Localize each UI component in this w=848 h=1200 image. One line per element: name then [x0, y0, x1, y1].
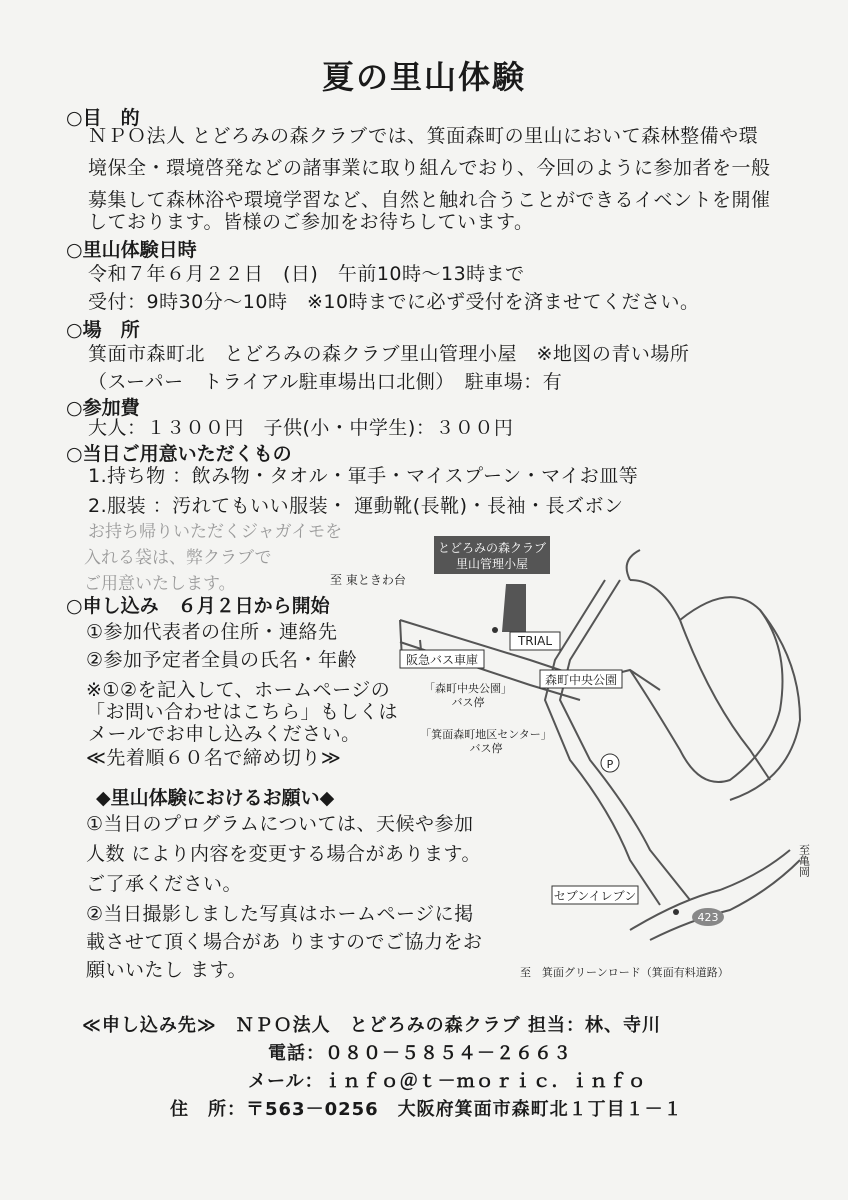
road	[630, 580, 770, 780]
purpose-line: しております。皆様のご参加をお待ちしています。	[88, 211, 534, 233]
road	[627, 550, 640, 580]
center-stop-label2: バス停	[469, 742, 503, 755]
apply-line: ②参加予定者全員の氏名・年齢	[86, 649, 358, 671]
fee-heading: ○参加費	[66, 397, 140, 419]
fee-line: 大人：１３００円 子供(小・中学生)：３００円	[88, 417, 514, 439]
schedule-heading: ○里山体験日時	[66, 239, 197, 261]
purpose-heading: ○目 的	[66, 107, 140, 129]
route-label: 423	[697, 911, 719, 924]
apply-line: メールでお申し込みください。	[88, 723, 361, 745]
purpose-line: 境保全・環境啓発などの諸事業に取り組んでおり、今回のように参加者を一般	[88, 157, 771, 179]
purpose-line: 募集して森林浴や環境学習など、自然と触れ合うことができるイベントを開催	[88, 189, 771, 211]
items-note: お持ち帰りいただくジャガイモを	[88, 522, 343, 542]
requests-line: ②当日撮影しました写真はホームページに掲	[86, 903, 474, 925]
club-label-line2: 里山管理小屋	[455, 557, 529, 571]
road	[650, 860, 800, 940]
purpose-line: ＮＰＯ法人 とどろみの森クラブでは、箕面森町の里山において森林整備や環	[88, 125, 759, 147]
green-road-label: 至 箕面グリーンロード（箕面有料道路）	[520, 966, 729, 979]
requests-line: 願いいたし ます。	[86, 959, 248, 981]
footer-email[interactable]: メール：ｉｎｆｏ＠ｔ－ｍｏｒｉｃ．ｉｎｆｏ	[248, 1071, 647, 1092]
place-line: 箕面市森町北 とどろみの森クラブ里山管理小屋 ※地図の青い場所	[88, 343, 690, 365]
place-heading: ○場 所	[66, 319, 140, 341]
footer-phone: 電話：０８０－５８５４－２６６３	[268, 1043, 572, 1064]
hankyu-label: 阪急バス車庫	[405, 653, 479, 667]
items-line: 1.持ち物 ：飲み物・タオル・軍手・マイスプーン・マイお皿等	[88, 465, 639, 487]
access-map	[330, 520, 820, 990]
to-higashi-label: 至 東ときわ台	[330, 573, 406, 587]
seven-point	[673, 909, 679, 915]
seven-label: セブンイレブン	[553, 889, 637, 903]
center-stop-label1: 「箕面森町地区センター」	[420, 728, 552, 741]
items-line: 2.服装 ：汚れてもいい服装・ 運動靴(長靴)・長袖・長ズボン	[88, 495, 624, 517]
requests-line: 人数 により内容を変更する場合があります。	[86, 843, 482, 865]
schedule-line: 令和７年６月２２日 (日) 午前10時～13時まで	[88, 263, 525, 285]
to-kameoka-label: 至亀岡	[797, 844, 811, 877]
page-title: 夏の里山体験	[321, 58, 526, 96]
club-hut-marker	[502, 584, 526, 632]
items-heading: ○当日ご用意いただくもの	[66, 443, 292, 465]
schedule-line: 受付：9時30分～10時 ※10時までに必ず受付を済ませてください。	[88, 291, 700, 313]
footer-address: 住 所：〒563－0256 大阪府箕面市森町北１丁目１－１	[170, 1099, 683, 1120]
requests-line: ご了承ください。	[86, 873, 243, 895]
requests-line: 載させて頂く場合があ りますのでご協力をお	[86, 931, 483, 953]
footer-contact: ≪申し込み先≫ ＮＰＯ法人 とどろみの森クラブ 担当：林、寺川	[82, 1015, 661, 1036]
park-label: 森町中央公園	[544, 673, 618, 687]
road	[560, 580, 690, 900]
requests-line: ①当日のプログラムについては、天候や参加	[86, 813, 474, 835]
park-stop-label1: 「森町中央公園」	[424, 682, 512, 695]
trial-point	[492, 627, 498, 633]
road	[545, 580, 660, 905]
apply-line: ①参加代表者の住所・連絡先	[86, 621, 338, 643]
items-note: ご用意いたします。	[84, 574, 236, 594]
parking-label: P	[606, 758, 614, 771]
trial-label: TRIAL	[517, 634, 553, 648]
park-stop-label2: バス停	[451, 696, 485, 709]
club-label-line1: とどろみの森クラブ	[437, 541, 547, 555]
items-note: 入れる袋は、弊クラブで	[84, 548, 272, 568]
apply-line: 「お問い合わせはこちら」もしくは	[86, 701, 399, 723]
apply-heading: ○申し込み ６月２日から開始	[66, 595, 330, 617]
requests-heading: ◆里山体験におけるお願い◆	[96, 787, 335, 809]
road	[630, 597, 783, 782]
place-line: （スーパー トライアル駐車場出口北側） 駐車場：有	[88, 371, 563, 393]
apply-line: ※①②を記入して、ホームページの	[86, 679, 391, 701]
apply-line: ≪先着順６０名で締め切り≫	[86, 747, 342, 769]
